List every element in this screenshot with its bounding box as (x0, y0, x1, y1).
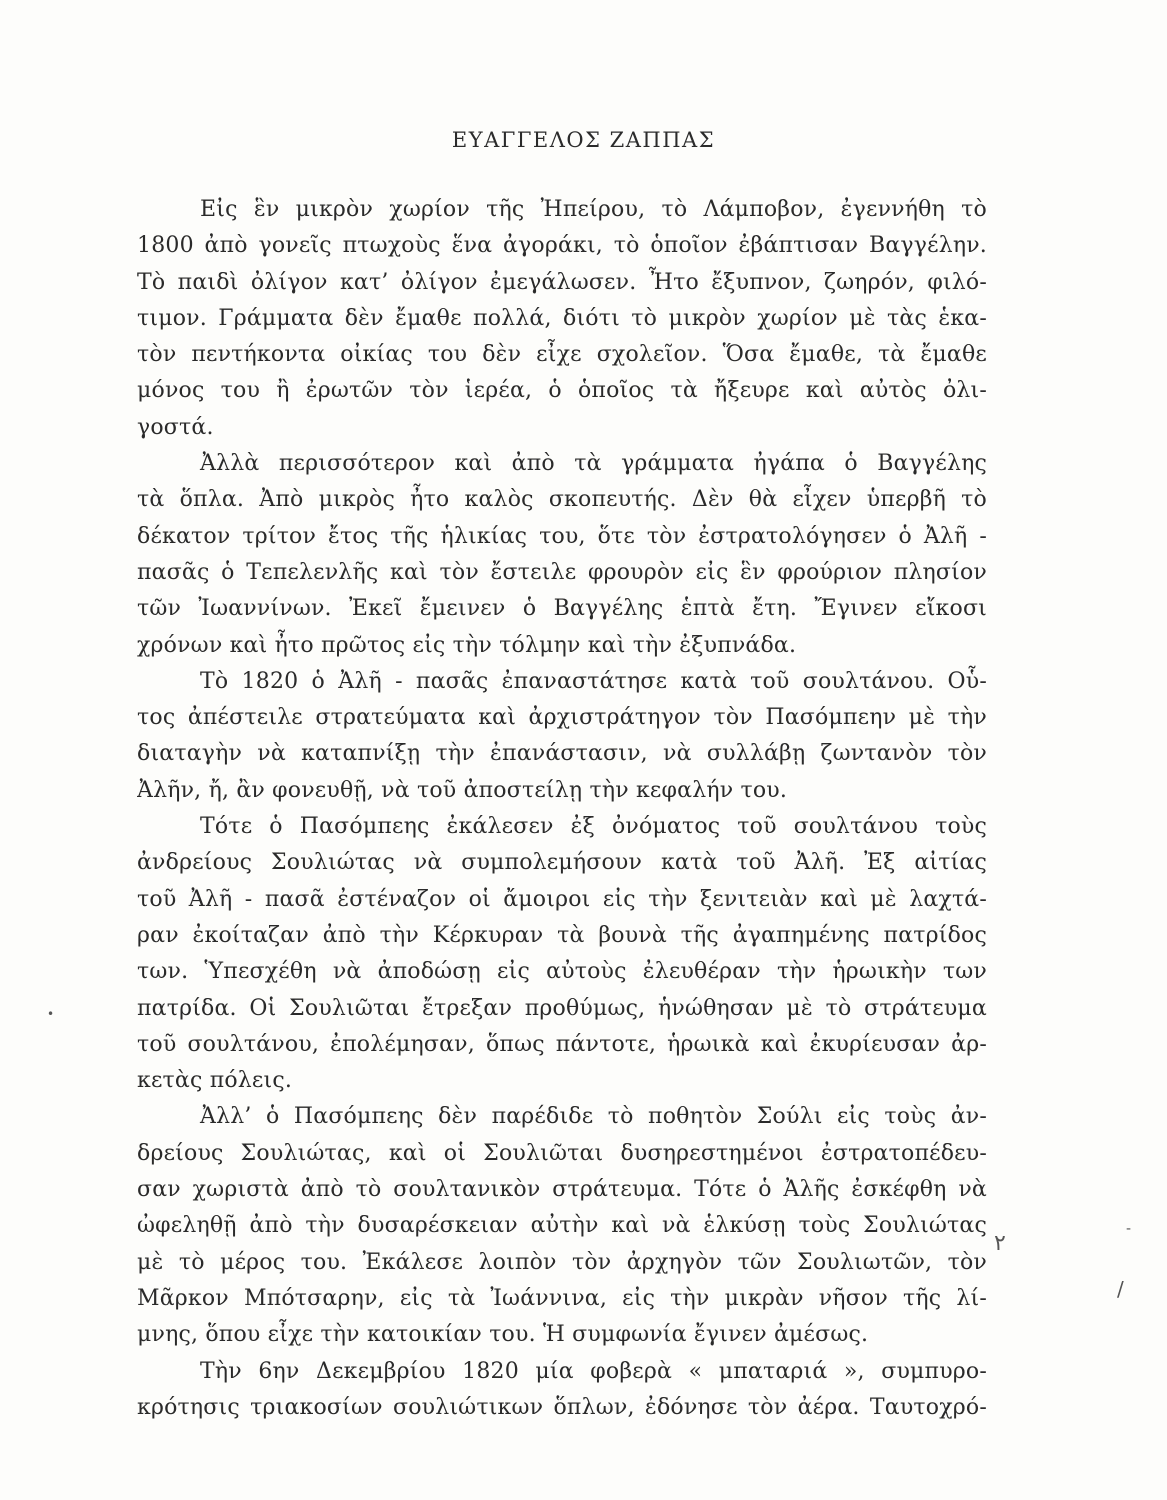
text-line: 1800 ἀπὸ γονεῖς πτωχοὺς ἕνα ἀγοράκι, τὸ ὁποῖον ἐβάπτισαν Βαγγέλην. (137, 233, 987, 259)
text-line: τοῦ σουλτάνου, ἐπολέμησαν, ὅπως πάντοτε, ἡρωικὰ καὶ ἐκυρίευσαν ἀρ- (137, 1031, 987, 1057)
body-text (137, 192, 987, 1426)
text-line: ραν ἐκοίταζαν ἀπὸ τὴν Κέρκυραν τὰ βουνὰ τῆς ἀγαπημένης πατρίδος (137, 922, 987, 948)
text-line: διαταγὴν νὰ καταπνίξῃ τὴν ἐπανάστασιν, νὰ συλλάβῃ ζωντανὸν τὸν (137, 741, 987, 767)
text-line: τῶν Ἰωαννίνων. Ἐκεῖ ἔμεινεν ὁ Βαγγέλης ἑπτὰ ἔτη. Ἔγινεν εἴκοσι (137, 596, 987, 622)
scan-speck: / (1117, 1277, 1124, 1301)
text-line: τοῦ Ἀλῆ - πασᾶ ἐστέναζον οἱ ἄμοιροι εἰς τὴν ξενιτειὰν καὶ μὲ λαχτά- (137, 886, 987, 912)
text-line: Τὸ 1820 ὁ Ἀλῆ - πασᾶς ἐπαναστάτησε κατὰ τοῦ σουλτάνου. Οὗ- (200, 668, 987, 694)
text-line: Ἀλλὰ περισσότερον καὶ ἀπὸ τὰ γράμματα ἠγάπα ὁ Βαγγέλης (200, 451, 987, 477)
text-line: τὰ ὅπλα. Ἀπὸ μικρὸς ἦτο καλὸς σκοπευτής. Δὲν θὰ εἶχεν ὑπερβῆ τὸ (137, 487, 987, 513)
text-line: Μᾶρκον Μπότσαρην, εἰς τὰ Ἰωάννινα, εἰς τὴν μικρὰν νῆσον τῆς λί- (137, 1285, 987, 1311)
scan-speck: - (1126, 1221, 1132, 1237)
text-line: Τὴν 6ην Δεκεμβρίου 1820 μία φοβερὰ « μπαταριά », συμπυρο- (200, 1358, 987, 1384)
scan-speck: • (47, 1007, 55, 1021)
text-line: τὸν πεντήκοντα οἰκίας του δὲν εἶχε σχολεῖον. Ὅσα ἔμαθε, τὰ ἔμαθε (137, 342, 987, 368)
text-line: Ἀλῆν, ἤ, ἂν φονευθῇ, νὰ τοῦ ἀποστείλῃ τὴν κεφαλήν του. (137, 777, 788, 803)
text-line: ὠφεληθῇ ἀπὸ τὴν δυσαρέσκειαν αὐτὴν καὶ νὰ ἑλκύσῃ τοὺς Σουλιώτας (137, 1213, 987, 1239)
text-line: κετὰς πόλεις. (137, 1068, 293, 1094)
text-line: Τὸ παιδὶ ὀλίγον κατ’ ὀλίγον ἐμεγάλωσεν. Ἦτο ἔξυπνον, ζωηρόν, φιλό- (137, 269, 987, 295)
text-line: σαν χωριστὰ ἀπὸ τὸ σουλτανικὸν στράτευμα. Τότε ὁ Ἀλῆς ἐσκέφθη νὰ (137, 1177, 987, 1203)
text-line: δρείους Σουλιώτας, καὶ οἱ Σουλιῶται δυσηρεστημένοι ἐστρατοπέδευ- (137, 1140, 987, 1166)
text-line: Τότε ὁ Πασόμπεης ἐκάλεσεν ἐξ ὀνόματος τοῦ σουλτάνου τοὺς (200, 814, 987, 840)
text-line: πατρίδα. Οἱ Σουλιῶται ἔτρεξαν προθύμως, ἡνώθησαν μὲ τὸ στράτευμα (137, 995, 987, 1021)
text-line: γοστά. (137, 414, 214, 440)
text-line: μόνος του ἢ ἐρωτῶν τὸν ἱερέα, ὁ ὁποῖος τὰ ἤξευρε καὶ αὐτὸς ὀλι- (137, 378, 987, 404)
scan-speck: ٢ (994, 1231, 1006, 1256)
text-line: των. Ὑπεσχέθη νὰ ἀποδώσῃ εἰς αὐτοὺς ἐλευθέραν τὴν ἡρωικὴν των (137, 959, 987, 985)
text-line: Ἀλλ’ ὁ Πασόμπεης δὲν παρέδιδε τὸ ποθητὸν Σούλι εἰς τοὺς ἀν- (200, 1104, 987, 1130)
text-line: μνης, ὅπου εἶχε τὴν κατοικίαν του. Ἡ συμφωνία ἔγινεν ἀμέσως. (137, 1322, 869, 1348)
page-title: ΕΥΑΓΓΕΛΟΣ ΖΑΠΠΑΣ (451, 128, 716, 152)
text-line: Εἰς ἓν μικρὸν χωρίον τῆς Ἠπείρου, τὸ Λάμποβον, ἐγεννήθη τὸ (200, 197, 987, 222)
text-line: μὲ τὸ μέρος του. Ἐκάλεσε λοιπὸν τὸν ἀρχηγὸν τῶν Σουλιωτῶν, τὸν (137, 1249, 987, 1275)
text-line: χρόνων καὶ ἦτο πρῶτος εἰς τὴν τόλμην καὶ τὴν ἐξυπνάδα. (137, 632, 797, 658)
text-line: ἀνδρείους Σουλιώτας νὰ συμπολεμήσουν κατὰ τοῦ Ἀλῆ. Ἐξ αἰτίας (137, 850, 987, 876)
text-line: δέκατον τρίτον ἔτος τῆς ἡλικίας του, ὅτε τὸν ἐστρατολόγησεν ὁ Ἀλῆ - (137, 523, 987, 549)
text-line: τιμον. Γράμματα δὲν ἔμαθε πολλά, διότι τὸ μικρὸν χωρίον μὲ τὰς ἑκα- (137, 305, 987, 331)
text-line: πασᾶς ὁ Τεπελενλῆς καὶ τὸν ἔστειλε φρουρὸν εἰς ἓν φρούριον πλησίον (137, 559, 987, 585)
text-line: τος ἀπέστειλε στρατεύματα καὶ ἀρχιστράτηγον τὸν Πασόμπεην μὲ τὴν (137, 705, 987, 731)
text-line: κρότησις τριακοσίων σουλιώτικων ὅπλων, ἐδόνησε τὸν ἀέρα. Ταυτοχρό- (137, 1394, 987, 1420)
